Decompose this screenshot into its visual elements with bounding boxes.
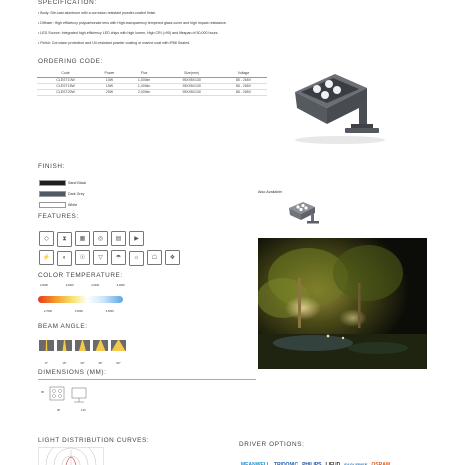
brand-logo-osram: OSRAM xyxy=(371,462,390,465)
beam-label: 60° xyxy=(116,361,121,365)
table-cell: 20W xyxy=(94,89,125,95)
shield-icon: ◇ xyxy=(39,231,54,246)
brand-logo-philips: PHILIPS xyxy=(302,462,322,465)
finish-option xyxy=(39,196,86,207)
table-cell: 10W xyxy=(94,77,125,83)
light-guide-icon: ❖ xyxy=(165,250,180,265)
column-header: Voltage xyxy=(220,70,267,77)
alt-product-image xyxy=(285,198,323,228)
beam-60-icon xyxy=(111,340,126,351)
column-header: Flux xyxy=(125,70,164,77)
beam-heading: BEAM ANGLE: xyxy=(38,323,88,330)
table-cell: 15W xyxy=(94,83,125,89)
garden-photo xyxy=(258,238,427,369)
dimension-drawing xyxy=(42,385,97,405)
light-distribution-diagram xyxy=(38,447,104,465)
spec-line: • LED Source: Integrated high-efficiency LED chips with high lumen, High CRI (>90) and lifespan of 50,000 hours. xyxy=(38,31,219,35)
color-temp-label: 6,500K xyxy=(105,310,114,313)
table-cell: 85 - 265V xyxy=(220,83,267,89)
color-temp-bottom-labels xyxy=(44,310,114,313)
light-curves-heading: LIGHT DISTRIBUTION CURVES: xyxy=(38,437,150,444)
beam-label: 30° xyxy=(80,361,85,365)
driver-heading: DRIVER OPTIONS: xyxy=(239,441,305,448)
brand-logo-meanwell: MEANWELL xyxy=(241,462,270,465)
spec-line: • Finish: Corrosion protection and UV-resistant powder coating or marine coat with IP66 Sealed. xyxy=(38,41,191,45)
beam-30-icon xyxy=(75,340,90,351)
table-cell: 2,000lm xyxy=(125,89,164,95)
beam-label: 45° xyxy=(98,361,103,365)
table-cell: 95X95X130 xyxy=(163,83,220,89)
beam-15-icon xyxy=(57,340,72,351)
table-cell: 85 - 265V xyxy=(220,77,267,83)
column-header: Code xyxy=(37,70,94,77)
finish-label: Dark Grey xyxy=(68,191,85,196)
also-available-label: Also Available: xyxy=(258,190,283,194)
rating-icon: ▶ xyxy=(129,231,144,246)
beam-8-icon xyxy=(39,340,54,351)
finish-option xyxy=(39,185,86,196)
color-temp-label: 4,000K xyxy=(91,284,100,287)
dimension-depth-label: 130 xyxy=(81,408,86,412)
finish-heading: FINISH: xyxy=(38,163,65,170)
chip-icon: ▦ xyxy=(75,231,90,246)
angle-icon: ▽ xyxy=(93,250,108,265)
table-header-row xyxy=(37,70,267,77)
color-temp-label: 5,000K xyxy=(116,284,125,287)
features-heading: FEATURES: xyxy=(38,213,79,220)
color-temp-label: 3,500K xyxy=(74,310,84,313)
spectrum-icon: ◐ xyxy=(57,251,72,266)
dimensions-heading: DIMENSIONS (MM): xyxy=(38,369,107,376)
ordering-table xyxy=(37,70,267,96)
column-header: Size(mm) xyxy=(163,70,220,77)
ordering-table-wrap xyxy=(37,70,267,96)
table-cell: 85 - 265V xyxy=(220,89,267,95)
brand-logo-eaglerise: EAGLERISE xyxy=(344,462,368,465)
features-row-1 xyxy=(39,227,147,247)
brand-logo-tridonic: TRIDONIC xyxy=(273,462,299,465)
color-temp-label: 3,000K xyxy=(65,284,74,287)
dimmable-icon: ☉ xyxy=(75,250,90,265)
table-cell: 95X95X130 xyxy=(163,89,220,95)
color-temp-top-labels xyxy=(40,284,125,287)
dimension-side-label: 95 xyxy=(41,390,45,394)
table-cell: CLEST15W xyxy=(37,83,94,89)
dimension-width-label: 95 xyxy=(57,408,61,412)
brand-logo-lifud: LIFUD xyxy=(325,462,341,465)
dimensions-divider xyxy=(38,379,256,380)
ring-icon: ◎ xyxy=(93,231,108,246)
beam-labels xyxy=(39,351,129,369)
beam-label: 8° xyxy=(45,361,48,365)
finish-options xyxy=(39,174,86,207)
finish-label: White xyxy=(68,202,78,207)
table-cell: CLEST20W xyxy=(37,89,94,95)
ordering-heading: ORDERING CODE: xyxy=(38,58,103,65)
color-temp-label: 2,000K xyxy=(40,284,49,287)
specification-heading: SPECIFICATION: xyxy=(38,0,97,6)
table-row xyxy=(37,89,267,95)
table-cell: CLEST10W xyxy=(37,77,94,83)
finish-option xyxy=(39,174,86,185)
column-header: Power xyxy=(94,70,125,77)
finish-swatch xyxy=(39,202,66,208)
spec-line: • Body: Die-cast aluminum with a corrosion-resistant powder-coated finish. xyxy=(38,11,157,15)
temperature-icon: ☼ xyxy=(129,251,144,266)
waterproof-icon: ☂ xyxy=(111,250,126,265)
finish-label: Sand Black xyxy=(68,180,87,185)
surge-icon: ⚡ xyxy=(39,250,54,265)
color-temp-label: 2,700K xyxy=(44,310,53,313)
color-temp-gradient-bar xyxy=(38,296,123,303)
table-cell: 95X95X130 xyxy=(163,77,220,83)
beam-label: 15° xyxy=(62,361,67,365)
protection-icon: ☖ xyxy=(147,250,162,265)
features-row-2 xyxy=(39,246,183,266)
driver-brand-logos xyxy=(241,453,394,465)
table-cell: 1,400lm xyxy=(125,83,164,89)
specification-list xyxy=(38,11,227,51)
table-cell: 1,000lm xyxy=(125,77,164,83)
product-image xyxy=(285,62,395,147)
lifespan-icon: ⧗ xyxy=(57,232,72,247)
spec-line: • Diffuser: High efficiency polycarbonate lens with High-transparency tempered glass cover and high impact resistance. xyxy=(38,21,227,25)
color-temp-heading: COLOR TEMPERATURE: xyxy=(38,272,123,279)
beam-45-icon xyxy=(93,340,108,351)
driver-icon: ▤ xyxy=(111,231,126,246)
